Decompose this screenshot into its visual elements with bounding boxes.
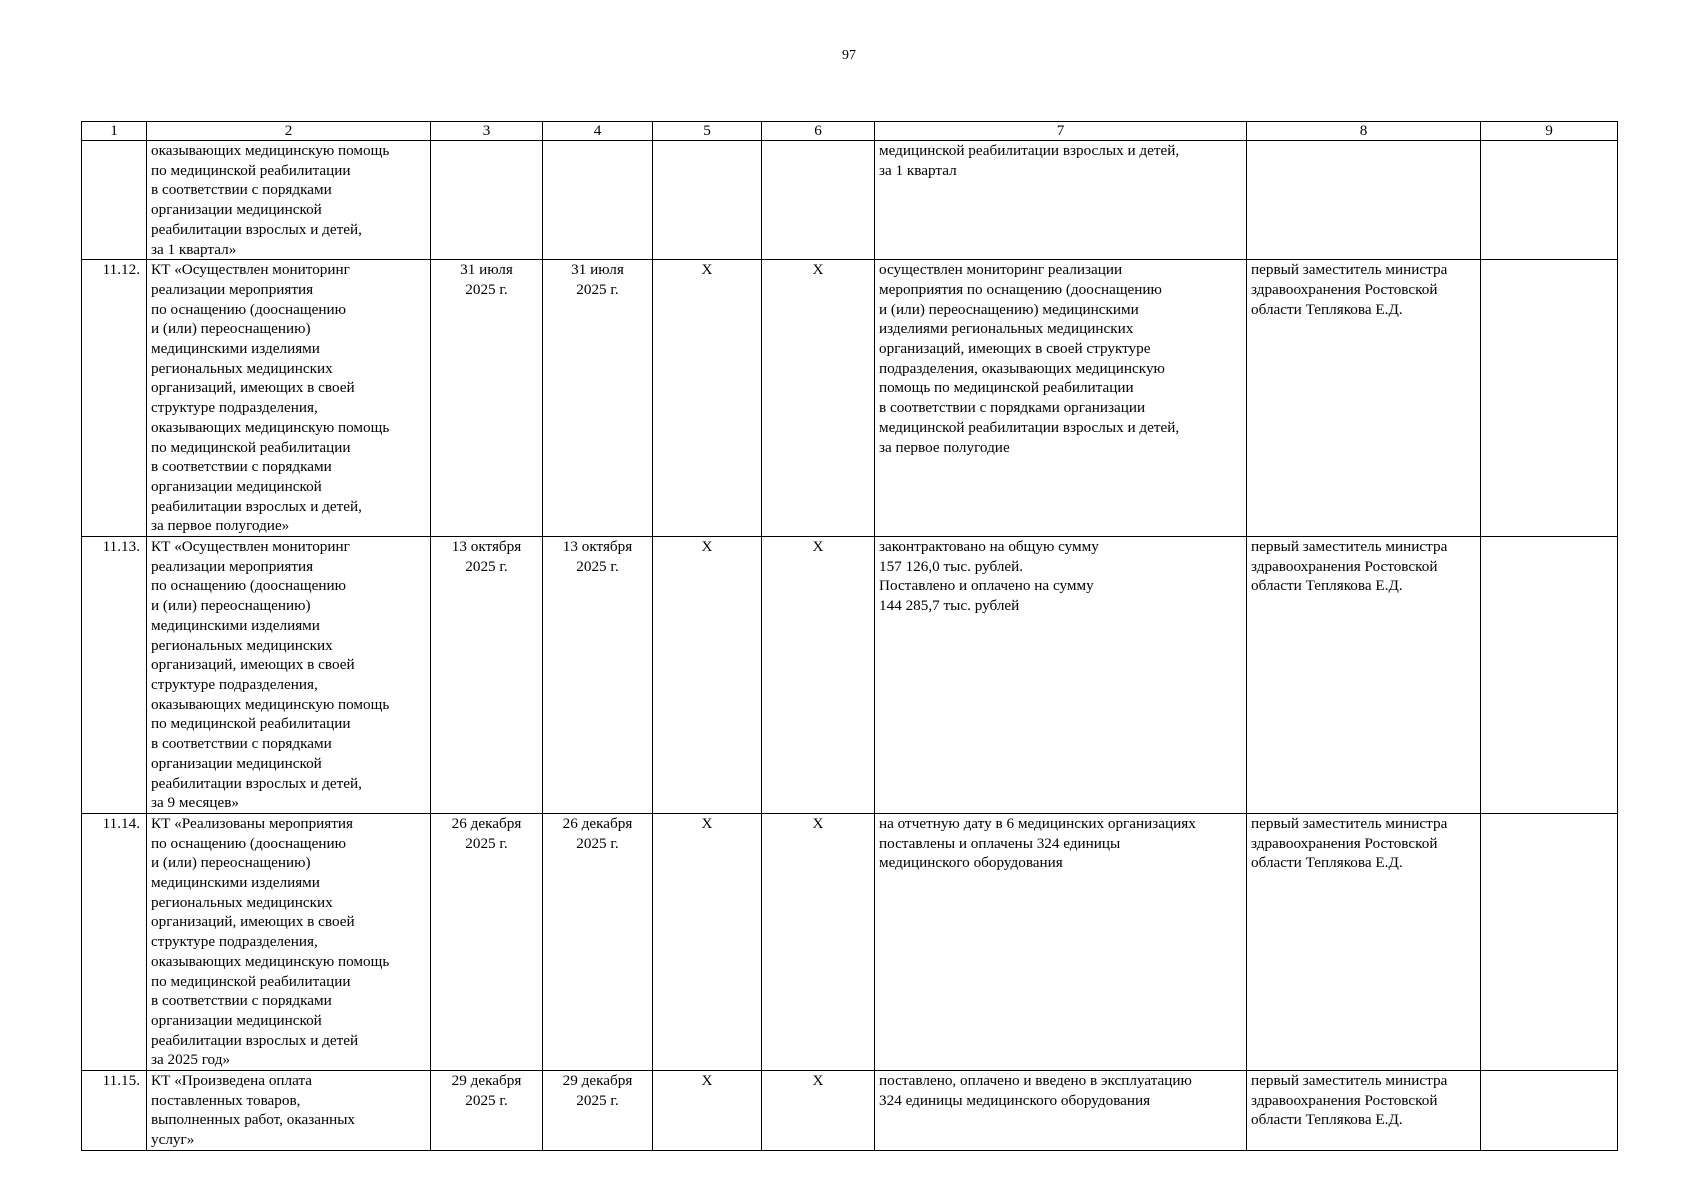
table-row <box>82 813 1618 1070</box>
fact-date-cell <box>543 141 653 260</box>
column-number: 9 <box>1481 122 1618 141</box>
fact-date-cell: 13 октября 2025 г. <box>543 537 653 814</box>
result-cell: медицинской реабилитации взрослых и детей, за 1 квартал <box>875 141 1247 260</box>
column-6-cell: Х <box>762 537 875 814</box>
column-6-cell: Х <box>762 813 875 1070</box>
event-name-cell: КТ «Осуществлен мониторинг реализации мероприятия по оснащению (дооснащению и (или) переоснащению) медицинскими изделиями региональных медицинских организаций, имеющих в своей структуре подразделения, оказывающих медицинскую помощь по медицинской реабилитации в соответствии с порядками организации медицинской реабилитации взрослых и детей, за первое полугодие» <box>147 260 431 537</box>
event-name-cell: КТ «Осуществлен мониторинг реализации мероприятия по оснащению (дооснащению и (или) переоснащению) медицинскими изделиями региональных медицинских организаций, имеющих в своей структуре подразделения, оказывающих медицинскую помощь по медицинской реабилитации в соответствии с порядками организации медицинской реабилитации взрослых и детей, за 9 месяцев» <box>147 537 431 814</box>
row-number-cell: 11.15. <box>82 1071 147 1151</box>
event-name-cell: КТ «Реализованы мероприятия по оснащению (дооснащению и (или) переоснащению) медицинскими изделиями региональных медицинских организаций, имеющих в своей структуре подразделения, оказывающих медицинскую помощь по медицинской реабилитации в соответствии с порядками организации медицинской реабилитации взрослых и детей за 2025 год» <box>147 813 431 1070</box>
column-6-cell <box>762 141 875 260</box>
column-number: 3 <box>431 122 543 141</box>
column-9-cell <box>1481 141 1618 260</box>
report-table <box>81 121 1618 1151</box>
column-5-cell: Х <box>653 1071 762 1151</box>
column-number: 7 <box>875 122 1247 141</box>
fact-date-cell: 29 декабря 2025 г. <box>543 1071 653 1151</box>
result-cell: поставлено, оплачено и введено в эксплуатацию 324 единицы медицинского оборудования <box>875 1071 1247 1151</box>
result-cell: законтрактовано на общую сумму 157 126,0 тыс. рублей. Поставлено и оплачено на сумму 144 285,7 тыс. рублей <box>875 537 1247 814</box>
column-5-cell: Х <box>653 813 762 1070</box>
row-number-cell: 11.14. <box>82 813 147 1070</box>
plan-date-cell: 29 декабря 2025 г. <box>431 1071 543 1151</box>
column-5-cell: Х <box>653 260 762 537</box>
responsible-cell: первый заместитель министра здравоохранения Ростовской области Теплякова Е.Д. <box>1247 1071 1481 1151</box>
row-number-cell: 11.13. <box>82 537 147 814</box>
column-number: 5 <box>653 122 762 141</box>
responsible-cell: первый заместитель министра здравоохранения Ростовской области Теплякова Е.Д. <box>1247 813 1481 1070</box>
table-row <box>82 537 1618 814</box>
responsible-cell <box>1247 141 1481 260</box>
column-5-cell: Х <box>653 537 762 814</box>
fact-date-cell: 31 июля 2025 г. <box>543 260 653 537</box>
column-9-cell <box>1481 260 1618 537</box>
event-name-cell: КТ «Произведена оплата поставленных товаров, выполненных работ, оказанных услуг» <box>147 1071 431 1151</box>
column-number: 1 <box>82 122 147 141</box>
column-number: 4 <box>543 122 653 141</box>
plan-date-cell <box>431 141 543 260</box>
table-row <box>82 1071 1618 1151</box>
page-number: 97 <box>842 48 856 63</box>
column-6-cell: Х <box>762 260 875 537</box>
column-9-cell <box>1481 1071 1618 1151</box>
result-cell: осуществлен мониторинг реализации мероприятия по оснащению (дооснащению и (или) переоснащению) медицинскими изделиями региональных медицинских организаций, имеющих в своей структуре подразделения, оказывающих медицинскую помощь по медицинской реабилитации в соответствии с порядками организации медицинской реабилитации взрослых и детей, за первое полугодие <box>875 260 1247 537</box>
event-name-cell: оказывающих медицинскую помощь по медицинской реабилитации в соответствии с порядками организации медицинской реабилитации взрослых и детей, за 1 квартал» <box>147 141 431 260</box>
responsible-cell: первый заместитель министра здравоохранения Ростовской области Теплякова Е.Д. <box>1247 537 1481 814</box>
fact-date-cell: 26 декабря 2025 г. <box>543 813 653 1070</box>
column-number: 8 <box>1247 122 1481 141</box>
table-row <box>82 260 1618 537</box>
column-6-cell: Х <box>762 1071 875 1151</box>
column-5-cell <box>653 141 762 260</box>
row-number-cell <box>82 141 147 260</box>
column-9-cell <box>1481 537 1618 814</box>
row-number-cell: 11.12. <box>82 260 147 537</box>
plan-date-cell: 31 июля 2025 г. <box>431 260 543 537</box>
column-number: 2 <box>147 122 431 141</box>
column-number: 6 <box>762 122 875 141</box>
table-row <box>82 141 1618 260</box>
plan-date-cell: 13 октября 2025 г. <box>431 537 543 814</box>
responsible-cell: первый заместитель министра здравоохранения Ростовской области Теплякова Е.Д. <box>1247 260 1481 537</box>
plan-date-cell: 26 декабря 2025 г. <box>431 813 543 1070</box>
column-number-row <box>82 122 1618 141</box>
column-9-cell <box>1481 813 1618 1070</box>
result-cell: на отчетную дату в 6 медицинских организациях поставлены и оплачены 324 единицы медицинского оборудования <box>875 813 1247 1070</box>
